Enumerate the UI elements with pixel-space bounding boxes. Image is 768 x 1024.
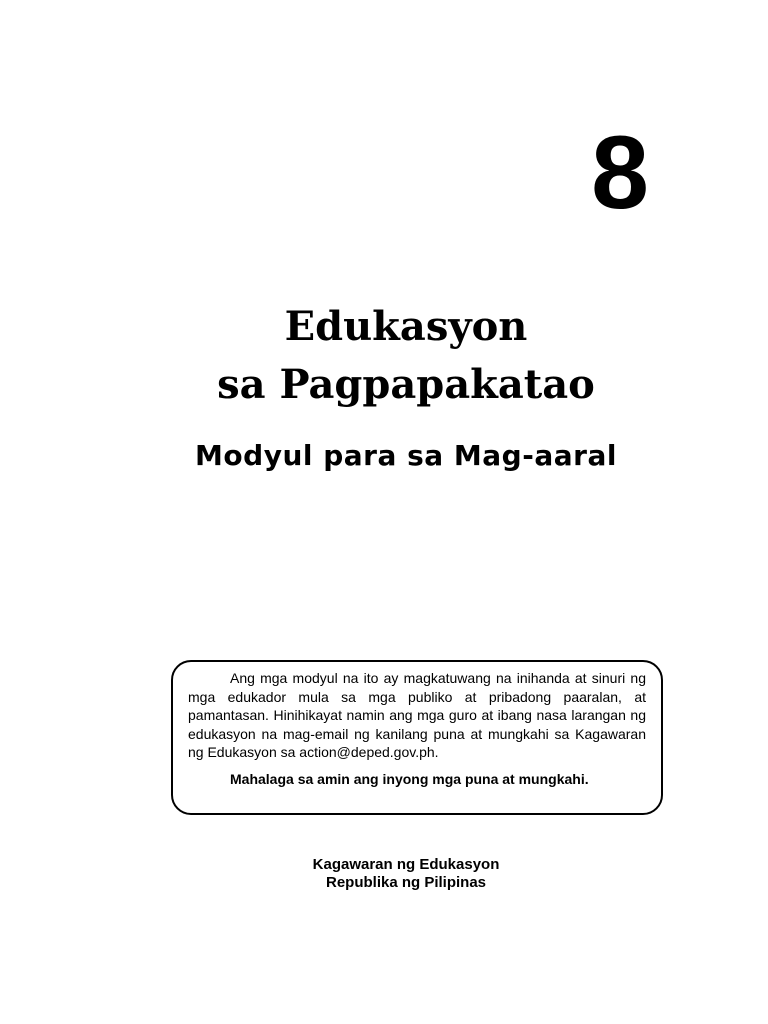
notice-emphasis-text: Mahalaga sa amin ang inyong mga puna at mungkahi.	[230, 770, 589, 787]
title-line-2: sa Pagpapakatao	[217, 361, 595, 408]
module-title	[0, 298, 768, 414]
notice-box	[171, 660, 663, 815]
title-line-1: Edukasyon	[284, 303, 528, 350]
publisher-department: Kagawaran ng Edukasyon	[312, 856, 500, 873]
module-subtitle: Modyul para sa Mag-aaral	[195, 439, 617, 472]
publisher-block	[0, 856, 768, 892]
grade-number: 8	[591, 115, 649, 231]
notice-body-text: Ang mga modyul na ito ay magkatuwang na inihanda at sinuri ng mga edukador mula sa mga publiko at pribadong paaralan, at pamantasan. Hinihikayat namin ang mga guro at ibang nasa larangan ng edukasyon na mag-email ng kanilang puna at mungkahi sa Kagawaran ng Edukasyon sa action@deped.gov.ph.	[188, 670, 646, 761]
publisher-country: Republika ng Pilipinas	[325, 874, 487, 891]
